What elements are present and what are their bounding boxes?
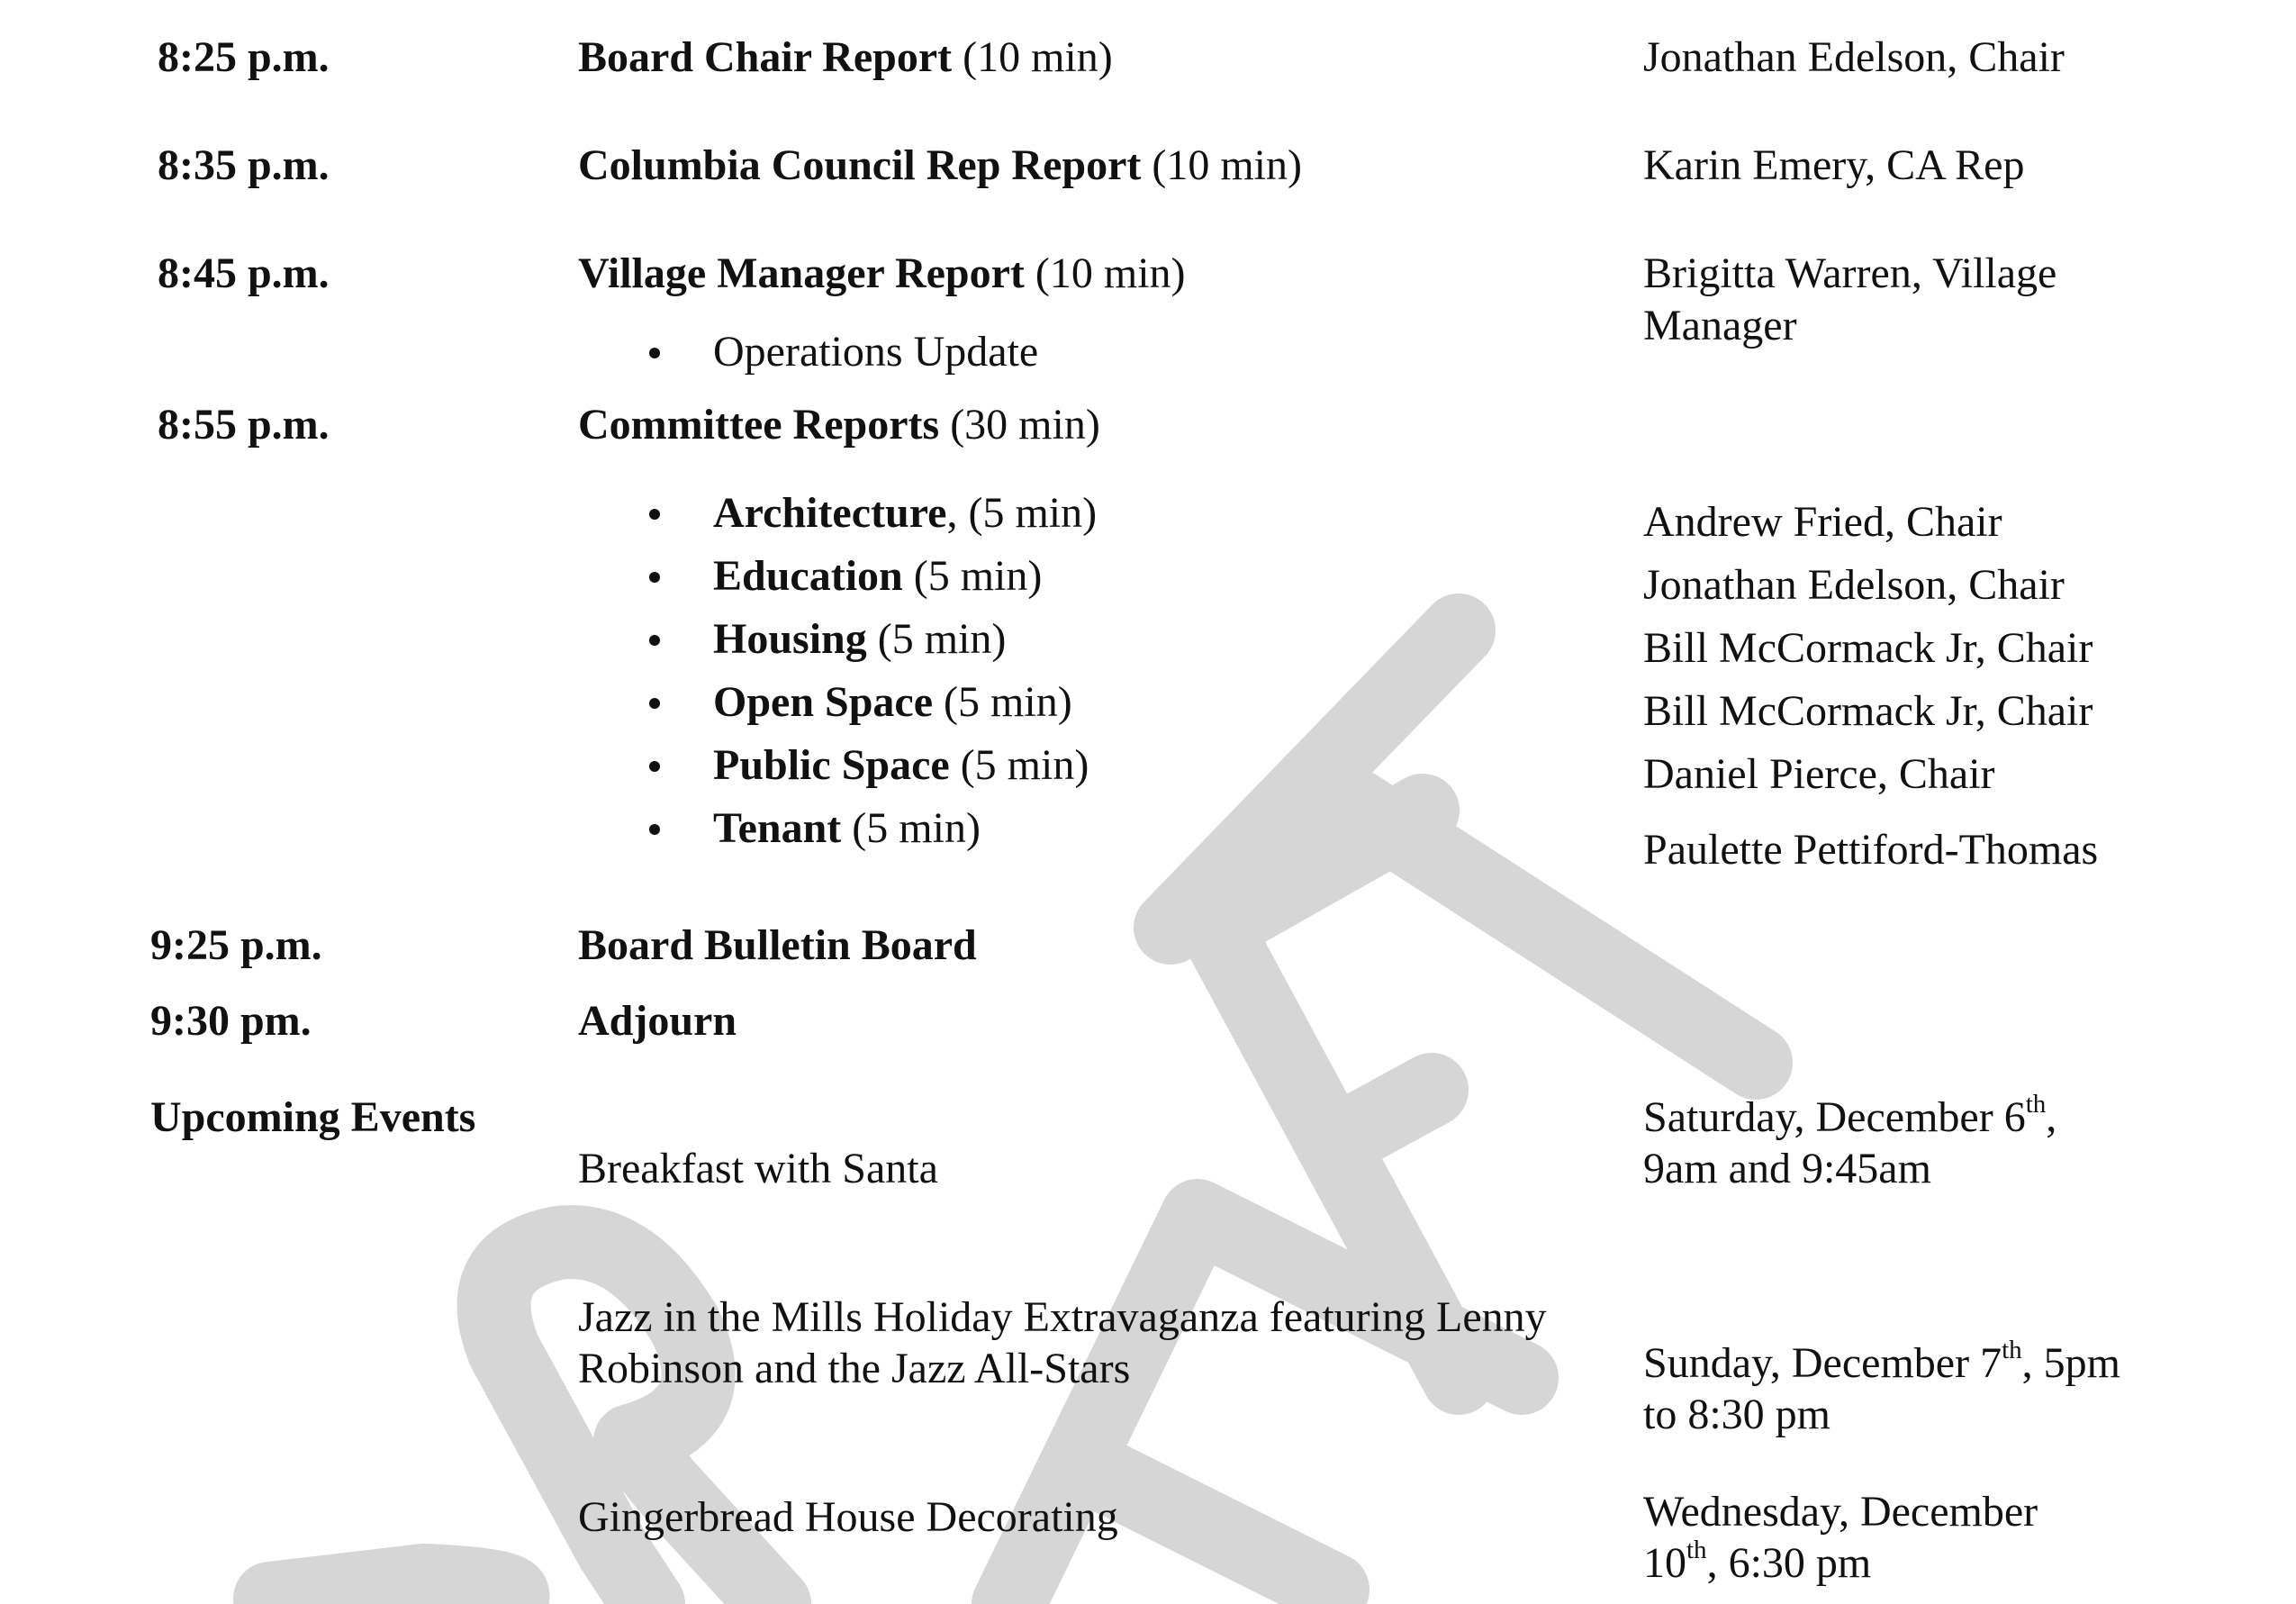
committee-duration: (5 min) — [841, 804, 981, 852]
date-ordinal: th — [2002, 1336, 2022, 1364]
committee-open-space — [713, 676, 1072, 729]
time-bulletin-board: 9:25 p.m. — [150, 921, 322, 969]
item-adjourn: Adjourn — [578, 997, 737, 1045]
committee-housing — [713, 613, 1006, 666]
event-date-breakfast-line2: 9am and 9:45am — [1643, 1145, 1931, 1192]
committee-name: Architecture — [713, 489, 947, 537]
item-bulletin-board: Board Bulletin Board — [578, 921, 977, 969]
item-title: Village Manager Report — [578, 249, 1025, 297]
item-duration: (10 min) — [1141, 141, 1302, 189]
item-title: Columbia Council Rep Report — [578, 141, 1142, 189]
item-duration: (10 min) — [1024, 249, 1186, 297]
committee-duration: , (5 min) — [946, 489, 1098, 537]
time-adjourn: 9:30 pm. — [150, 997, 312, 1045]
chair-public-space: Daniel Pierce, Chair — [1643, 750, 1995, 798]
committee-name: Education — [713, 552, 903, 600]
presenter-village-manager-line1: Brigitta Warren, Village — [1643, 249, 2057, 297]
committee-tenant — [713, 802, 981, 855]
item-committee-reports — [578, 399, 1100, 451]
item-duration: (30 min) — [939, 401, 1100, 449]
date-text: 10 — [1643, 1539, 1686, 1587]
date-text-suffix: , 6:30 pm — [1706, 1539, 1872, 1587]
event-date-jazz-line2: to 8:30 pm — [1643, 1391, 1831, 1438]
date-text-suffix: , 5pm — [2021, 1339, 2120, 1387]
event-jazz-line2: Robinson and the Jazz All-Stars — [578, 1345, 1131, 1392]
watermark-letter-d — [270, 1581, 512, 1604]
date-text-suffix: , — [2046, 1093, 2057, 1141]
item-title: Board Chair Report — [578, 33, 953, 81]
time-council-rep: 8:35 p.m. — [158, 141, 330, 189]
presenter-village-manager-line2: Manager — [1643, 302, 1797, 349]
item-village-manager — [578, 248, 1186, 300]
time-village-manager: 8:45 p.m. — [158, 249, 330, 297]
committee-public-space — [713, 739, 1089, 792]
time-board-chair: 8:25 p.m. — [158, 33, 330, 81]
chair-architecture: Andrew Fried, Chair — [1643, 498, 2002, 546]
time-committee-reports: 8:55 p.m. — [158, 401, 330, 449]
committee-education — [713, 550, 1042, 603]
presenter-board-chair: Jonathan Edelson, Chair — [1643, 33, 2065, 81]
date-ordinal: th — [1686, 1536, 1707, 1564]
committee-name: Open Space — [713, 678, 934, 726]
event-breakfast-with-santa: Breakfast with Santa — [578, 1145, 938, 1192]
committee-name: Public Space — [713, 741, 950, 789]
committee-name: Tenant — [713, 804, 842, 852]
item-board-chair — [578, 32, 1113, 84]
date-text: Saturday, December 6 — [1643, 1093, 2026, 1141]
item-duration: (10 min) — [952, 33, 1113, 81]
committee-duration: (5 min) — [933, 678, 1072, 726]
event-date-breakfast-line1 — [1643, 1092, 2056, 1144]
event-date-jazz-line1 — [1643, 1337, 2120, 1390]
date-ordinal: th — [2025, 1090, 2047, 1119]
presenter-council-rep: Karin Emery, CA Rep — [1643, 141, 2025, 189]
chair-tenant: Paulette Pettiford-Thomas — [1643, 826, 2099, 874]
committee-duration: (5 min) — [949, 741, 1089, 789]
committee-architecture — [713, 487, 1097, 539]
committee-duration: (5 min) — [866, 615, 1007, 663]
event-jazz-line1: Jazz in the Mills Holiday Extravaganza featuring Lenny — [578, 1293, 1547, 1341]
item-title: Committee Reports — [578, 401, 940, 449]
item-council-rep — [578, 140, 1302, 192]
event-date-gingerbread-line1: Wednesday, December — [1643, 1488, 2038, 1536]
event-gingerbread: Gingerbread House Decorating — [578, 1493, 1118, 1541]
committee-duration: (5 min) — [902, 552, 1043, 600]
upcoming-events-heading: Upcoming Events — [150, 1093, 476, 1141]
date-text: Sunday, December 7 — [1643, 1339, 2002, 1387]
chair-housing: Bill McCormack Jr, Chair — [1643, 624, 2093, 672]
event-date-gingerbread-line2 — [1643, 1537, 1871, 1590]
sub-item-operations-update: Operations Update — [713, 326, 1038, 378]
chair-open-space: Bill McCormack Jr, Chair — [1643, 687, 2093, 735]
chair-education: Jonathan Edelson, Chair — [1643, 561, 2065, 609]
committee-name: Housing — [713, 615, 867, 663]
